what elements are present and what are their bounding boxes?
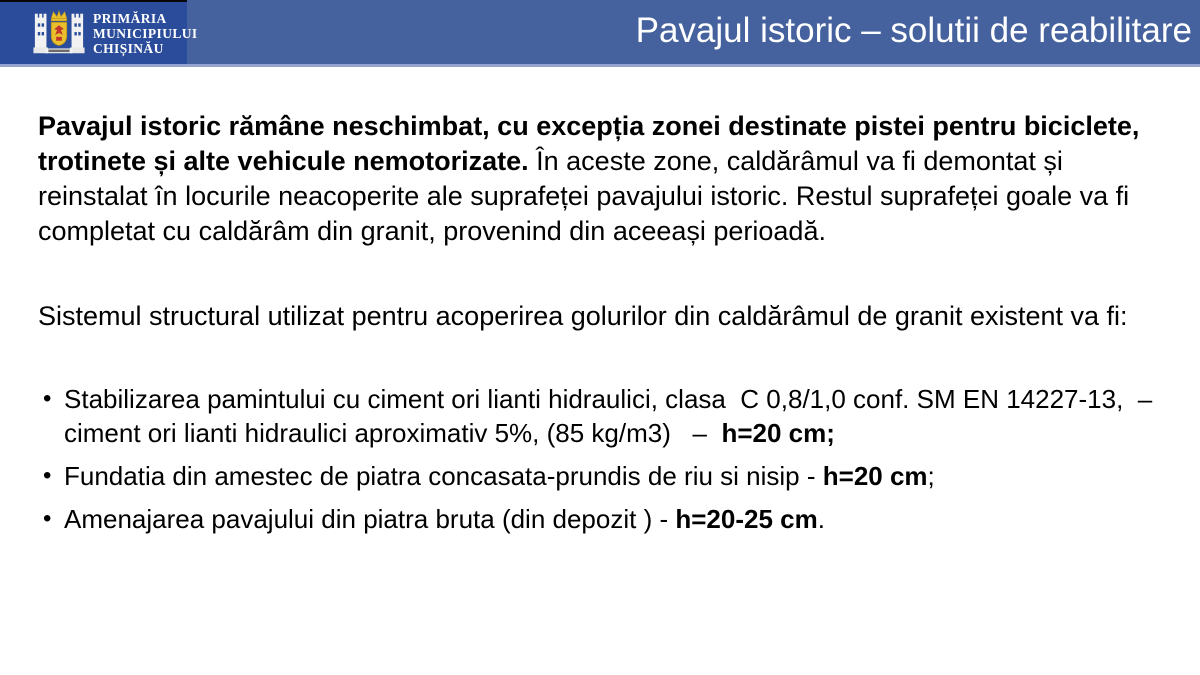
slide-body: [0, 67, 1200, 536]
logo-text: [93, 11, 198, 56]
chisinau-coat-of-arms-icon: [32, 8, 86, 58]
text-run: .: [817, 504, 825, 534]
text-run: Fundatia din amestec de piatra concasata-prundis de riu si nisip -: [64, 461, 823, 491]
list-item: [38, 382, 1180, 450]
text-run: Pavajul istoric rămâne neschimbat, cu excepția zonei destinate pistei pentru biciclete, trotinete și alte vehicule nemotorizate.: [38, 111, 1147, 176]
slide-title: Pavajul istoric – solutii de reabilitare: [635, 11, 1192, 50]
structural-system-paragraph: Sistemul structural utilizat pentru acoperirea golurilor din caldărâmul de granit existent va fi:: [38, 301, 1128, 331]
text-run: h=20 cm;: [721, 418, 835, 448]
logo-line-1: PRIMĂRIA: [93, 10, 167, 26]
municipality-logo: [0, 0, 198, 64]
list-item: [38, 459, 1180, 493]
text-run: ;: [927, 461, 935, 491]
text-run: h=20-25 cm: [675, 504, 818, 534]
intro-paragraph: [38, 109, 1168, 249]
logo-line-3: CHIȘINĂU: [93, 40, 164, 56]
logo-line-2: MUNICIPIULUI: [93, 25, 198, 41]
slide-header: [0, 0, 1200, 67]
text-run: Stabilizarea pamintului cu ciment ori lianti hidraulici, clasa C 0,8/1,0 conf. SM EN 14227-13, – ciment ori lianti hidraulici aproximativ 5%, (85 kg/m3) –: [64, 384, 1160, 448]
text-run: Amenajarea pavajului din piatra bruta (din depozit ) -: [64, 504, 676, 534]
list-item: [38, 502, 1180, 536]
text-run: În aceste zone, caldărâmul va fi demontat și reinstalat în locurile neacoperite ale suprafeței pavajului istoric. Restul suprafeței goale va fi completat cu caldărâm din granit, provenind din aceeași perioadă.: [38, 146, 1137, 246]
solutions-list: [38, 382, 1180, 536]
text-run: h=20 cm: [822, 461, 928, 491]
